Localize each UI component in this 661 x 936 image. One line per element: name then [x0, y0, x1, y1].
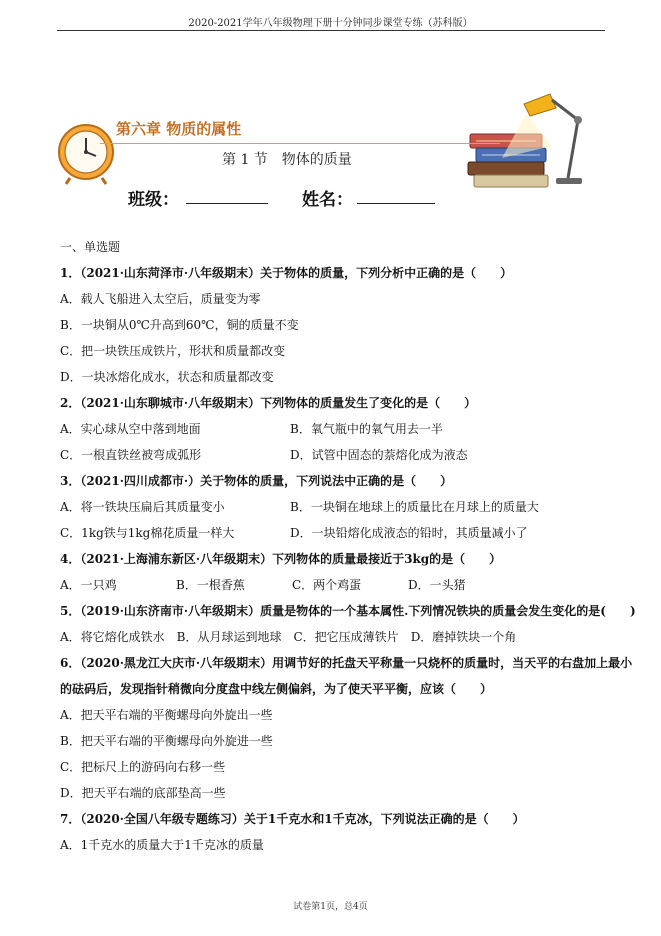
- option-c: C．两个鸡蛋: [292, 578, 362, 592]
- class-blank[interactable]: [186, 203, 268, 204]
- option-d: D．磨掉铁块一个角: [410, 630, 517, 644]
- option-d: D．一头猪: [408, 578, 466, 592]
- option-c: C．把它压成薄铁片: [293, 630, 399, 644]
- question-stem-continued: 的砝码后，发现指针稍微向分度盘中线左侧偏斜，为了使天平平衡，应该（ ）: [60, 682, 493, 696]
- name-label: 姓名：: [302, 190, 353, 210]
- page-footer: 试卷第1页，总4页: [293, 902, 368, 912]
- option-row: [60, 572, 610, 598]
- question-list: [60, 234, 636, 858]
- option-row: [60, 442, 610, 468]
- chapter-title: 第六章 物质的属性: [116, 120, 242, 138]
- option-b: B．一块铜从0℃升高到60℃，铜的质量不变: [60, 318, 299, 332]
- option-a: A．一只鸡: [60, 578, 117, 592]
- option-b: B．从月球运到地球: [176, 630, 282, 644]
- question-stem: 5．（2019·山东济南市·八年级期末）质量是物体的一个基本属性.下列情况铁块的质量会发生变化的是( ): [60, 604, 636, 618]
- option-a: A．载人飞船进入太空后，质量变为零: [60, 292, 261, 306]
- section-title: 第 1 节 物体的质量: [222, 152, 352, 168]
- option-c: C．1kg铁与1kg棉花质量一样大: [60, 526, 235, 540]
- option-b: B．把天平右端的平衡螺母向外旋进一些: [60, 734, 273, 748]
- option-a: A．把天平右端的平衡螺母向外旋出一些: [60, 708, 273, 722]
- option-b: B．一根香蕉: [176, 578, 245, 592]
- class-label: 班级：: [128, 190, 179, 210]
- option-c: C．把一块铁压成铁片，形状和质量都改变: [60, 344, 286, 358]
- question-stem: 6．（2020·黑龙江大庆市·八年级期末）用调节好的托盘天平称量一只烧杯的质量时，当天平的右盘加上最小: [60, 656, 633, 670]
- name-blank[interactable]: [357, 203, 435, 204]
- option-d: D．把天平右端的底部垫高一些: [60, 786, 226, 800]
- option-row: [60, 520, 610, 546]
- clock-icon: [59, 125, 113, 184]
- option-row: [60, 494, 610, 520]
- question-stem: 7．（2020·全国八年级专题练习）关于1千克水和1千克冰，下列说法正确的是（ ）: [60, 812, 525, 826]
- question-stem: 1．（2021·山东菏泽市·八年级期末）关于物体的质量，下列分析中正确的是（ ）: [60, 266, 513, 280]
- option-a: A．将它熔化成铁水: [60, 630, 165, 644]
- question-stem: 2．（2021·山东聊城市·八年级期末）下列物体的质量发生了变化的是（ ）: [60, 396, 477, 410]
- option-c: C．一根直铁丝被弯成弧形: [60, 448, 202, 462]
- option-a: A．1千克水的质量大于1千克冰的质量: [60, 838, 264, 852]
- option-c: C．把标尺上的游码向右移一些: [60, 760, 226, 774]
- option-d: D．试管中固态的萘熔化成为液态: [290, 448, 468, 462]
- title-rule: [100, 143, 500, 144]
- option-d: D．一块冰熔化成水，状态和质量都改变: [60, 370, 274, 384]
- option-row: [60, 624, 610, 650]
- option-d: D．一块铅熔化成液态的铅时，其质量减小了: [290, 526, 528, 540]
- question-stem: 3．（2021·四川成都市·）关于物体的质量，下列说法中正确的是（ ）: [60, 474, 453, 488]
- header-rule: [57, 30, 605, 31]
- question-stem: 4．（2021·上海浦东新区·八年级期末）下列物体的质量最接近于3kg的是（ ）: [60, 552, 502, 566]
- option-b: B．氧气瓶中的氧气用去一半: [290, 422, 443, 436]
- option-a: A．实心球从空中落到地面: [60, 422, 201, 436]
- option-a: A．将一铁块压扁后其质量变小: [60, 500, 225, 514]
- running-header: 2020-2021学年八年级物理下册十分钟同步课堂专练（苏科版）: [188, 18, 473, 29]
- option-row: [60, 416, 610, 442]
- section-heading: 一、单选题: [60, 240, 121, 254]
- option-b: B．一块铜在地球上的质量比在月球上的质量大: [290, 500, 539, 514]
